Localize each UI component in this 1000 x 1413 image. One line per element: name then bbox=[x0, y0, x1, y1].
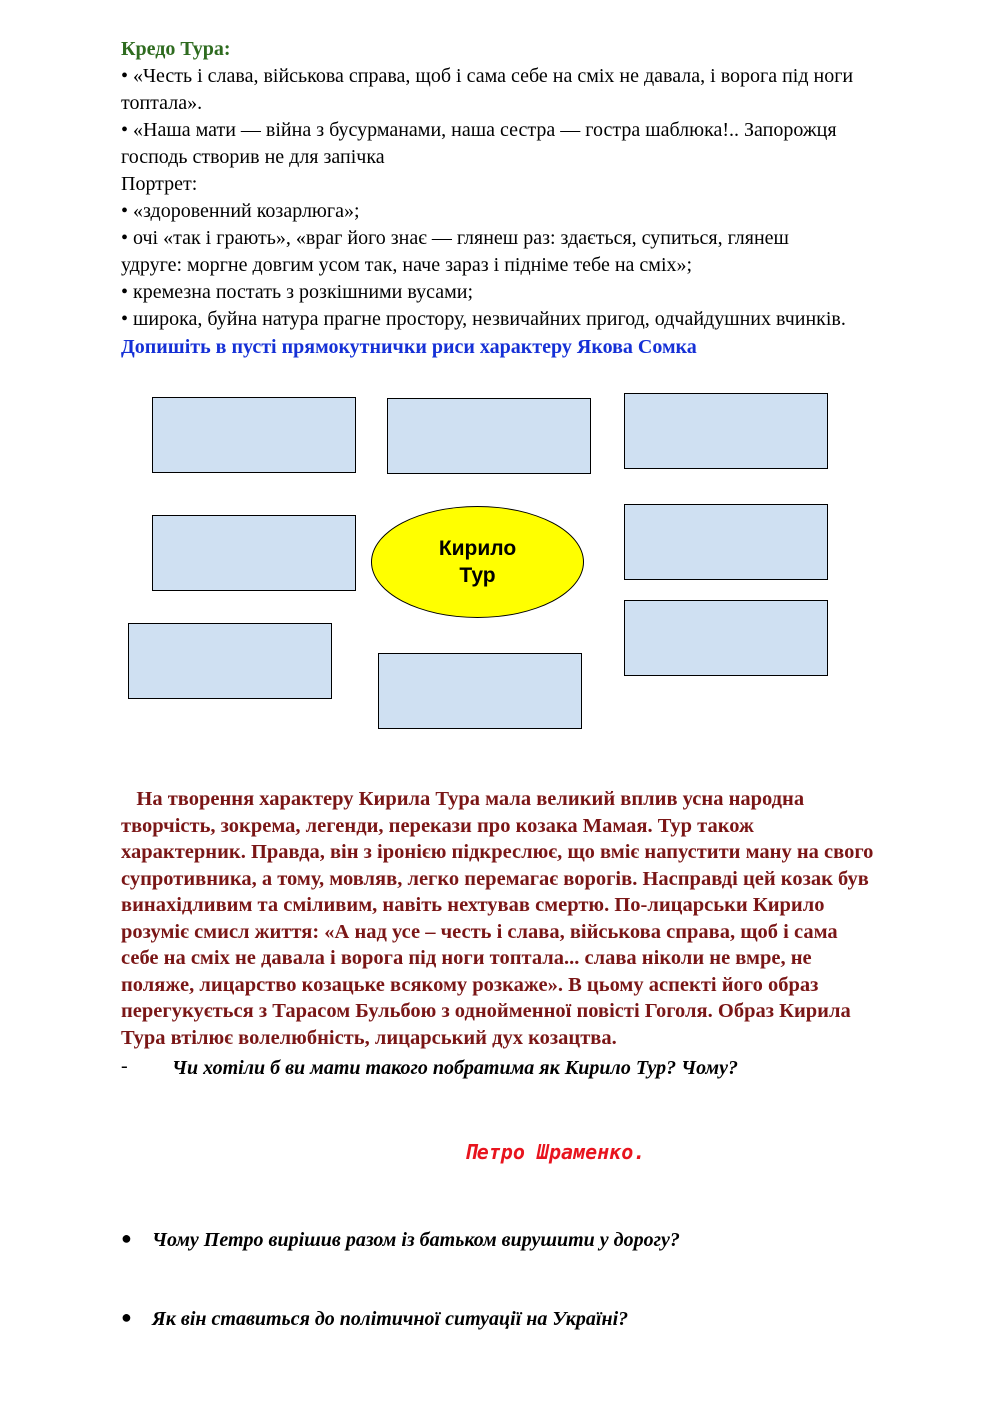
paragraph-line: поляже, лицарство козацьке всякому розкаже». В цьому аспекті його образ bbox=[121, 973, 819, 996]
trait-box-bottom-left[interactable] bbox=[128, 623, 332, 699]
question-dash: - bbox=[121, 1055, 128, 1077]
credo-line-1: • «Честь і слава, військова справа, щоб і сама себе на сміх не давала, і ворога під ноги bbox=[121, 65, 854, 87]
trait-box-bottom-right[interactable] bbox=[624, 600, 828, 676]
paragraph-line: супротивника, а тому, мовляв, легко перемагає ворогів. Насправді цей козак був bbox=[121, 867, 869, 890]
portrait-line-5: • широка, буйна натура прагне простору, незвичайних пригод, одчайдушних вчинків. bbox=[121, 308, 846, 330]
trait-box-top-left[interactable] bbox=[152, 397, 356, 473]
petro-heading: Петро Шраменко. bbox=[464, 1140, 646, 1164]
paragraph-line: розуміє смисл життя: «А над усе – честь і слава, військова справа, щоб і сама bbox=[121, 920, 838, 943]
task-instruction: Допишіть в пусті прямокутнички риси характеру Якова Сомка bbox=[121, 336, 697, 358]
paragraph-line: перегукується з Тарасом Бульбою з однойменної повісті Гоголя. Образ Кирила bbox=[121, 1000, 851, 1022]
question-petro-journey: Чому Петро вирішив разом із батьком вирушити у дорогу? bbox=[152, 1229, 680, 1251]
credo-line-4: господь створив не для запічка bbox=[121, 146, 385, 168]
paragraph-line: Тура втілює волелюбність, лицарський дух козацтва. bbox=[121, 1026, 617, 1049]
trait-box-middle-left[interactable] bbox=[152, 515, 356, 591]
analysis-paragraph bbox=[121, 786, 991, 1051]
question-political-situation: Як він ставиться до політичної ситуації на Україні? bbox=[152, 1308, 629, 1330]
paragraph-line: На творення характеру Кирила Тура мала великий вплив усна народна bbox=[121, 788, 805, 810]
credo-line-3: • «Наша мати — війна з бусурманами, наша сестра — гостра шаблюка!.. Запорожця bbox=[121, 119, 837, 141]
trait-box-top-right[interactable] bbox=[624, 393, 828, 469]
portrait-line-1: • «здоровенний козарлюга»; bbox=[121, 200, 360, 222]
bullet-icon: ● bbox=[121, 1307, 132, 1327]
paragraph-line: характерник. Правда, він з іронією підкреслює, що вміє напустити ману на свого bbox=[121, 841, 874, 863]
trait-box-middle-right[interactable] bbox=[624, 504, 828, 580]
bullet-icon: ● bbox=[121, 1228, 132, 1248]
credo-line-2: топтала». bbox=[121, 92, 203, 114]
question-companion: Чи хотіли б ви мати такого побратима як Кирило Тур? Чому? bbox=[172, 1057, 738, 1079]
portrait-line-4: • кремезна постать з розкішними вусами; bbox=[121, 281, 474, 303]
portrait-line-2: • очі «так і грають», «враг його знає — глянеш раз: здається, супиться, глянеш bbox=[121, 227, 789, 249]
trait-box-bottom-middle[interactable] bbox=[378, 653, 582, 729]
center-name-line-1: Кирило bbox=[438, 537, 517, 560]
center-character-ellipse bbox=[371, 506, 584, 618]
paragraph-line: себе на сміх не давала і ворога під ноги топтала... слава ніколи не вмре, не bbox=[121, 947, 812, 969]
portrait-line-3: удруге: моргне довгим усом так, наче зараз і підніме тебе на сміх»; bbox=[121, 254, 693, 276]
paragraph-line: винахідливим та сміливим, навіть нехтував смертю. По-лицарськи Кирило bbox=[121, 894, 825, 916]
portrait-title: Портрет: bbox=[121, 173, 198, 195]
center-name-line-2: Тур bbox=[459, 564, 496, 587]
paragraph-line: творчість, зокрема, легенди, перекази про козака Мамая. Тур також bbox=[121, 814, 754, 837]
trait-box-top-middle[interactable] bbox=[387, 398, 591, 474]
credo-title: Кредо Тура: bbox=[121, 38, 231, 60]
